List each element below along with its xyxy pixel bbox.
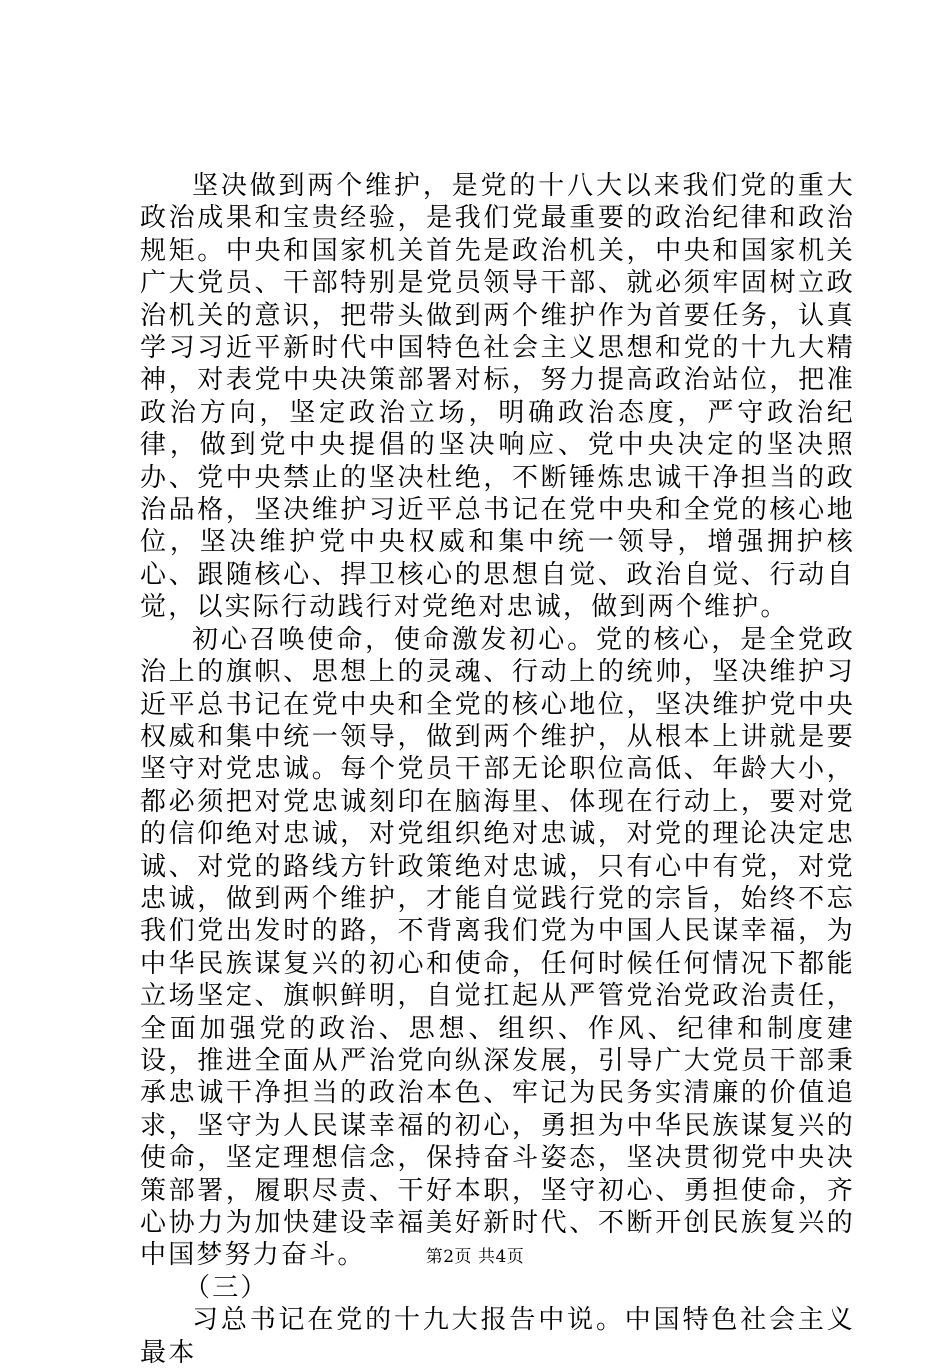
paragraph-nineteenth-congress: 习总书记在党的十九大报告中说。中国特色社会主义最本 [140,1305,855,1368]
paragraph-two-safeguards: 坚决做到两个维护，是党的十八大以来我们党的重大政治成果和宝贵经验，是我们党最重要的政治纪律和政治规矩。中央和国家机关首先是政治机关，中央和国家机关广大党员、干部特别是党员领导干部、就必须牢固树立政治机关的意识，把带头做到两个维护作为首要任务，认真学习习近平新时代中国特色社会主义思想和党的十九大精神，对表党中央决策部署对标，努力提高政治站位，把准政治方向，坚定政治立场，明确政治态度，严守政治纪律，做到党中央提倡的坚决响应、党中央决定的坚决照办、党中央禁止的坚决杜绝，不断锤炼忠诚干净担当的政治品格，坚决维护习近平总书记在党中央和全党的核心地位，坚决维护党中央权威和集中统一领导，增强拥护核心、跟随核心、捍卫核心的思想自觉、政治自觉、行动自觉，以实际行动践行对党绝对忠诚，做到两个维护。 [140,171,855,623]
page-number-footer: 第2页 共4页 [425,1247,525,1267]
document-body [140,170,855,1369]
paragraph-original-mission: 初心召唤使命，使命激发初心。党的核心，是全党政治上的旗帜、思想上的灵魂、行动上的统帅，坚决维护习近平总书记在党中央和全党的核心地位，坚决维护党中央权威和集中统一领导，做到两个维护，从根本上讲就是要坚守对党忠诚。每个党员干部无论职位高低、年龄大小，都必须把对党忠诚刻印在脑海里、体现在行动上，要对党的信仰绝对忠诚，对党组织绝对忠诚，对党的理论决定忠诚、对党的路线方针政策绝对忠诚，只有心中有党，对党忠诚，做到两个维护，才能自觉践行党的宗旨，始终不忘我们党出发时的路，不背离我们党为中国人民谋幸福，为中华民族谋复兴的初心和使命，任何时候任何情况下都能立场坚定、旗帜鲜明，自觉扛起从严管党治党政治责任，全面加强党的政治、思想、组织、作风、纪律和制度建设，推进全面从严治党向纵深发展，引导广大党员干部秉承忠诚干净担当的政治本色、牢记为民务实清廉的价值追求，坚守为人民谋幸福的初心，勇担为中华民族谋复兴的使命，坚定理想信念，保持奋斗姿态，坚决贯彻党中央决策部署，履职尽责、干好本职，坚守初心、勇担使命，齐心协力为加快建设幸福美好新时代、不断开创民族复兴的中国梦努力奋斗。 [140,624,855,1271]
section-marker: （三） [184,1272,269,1303]
